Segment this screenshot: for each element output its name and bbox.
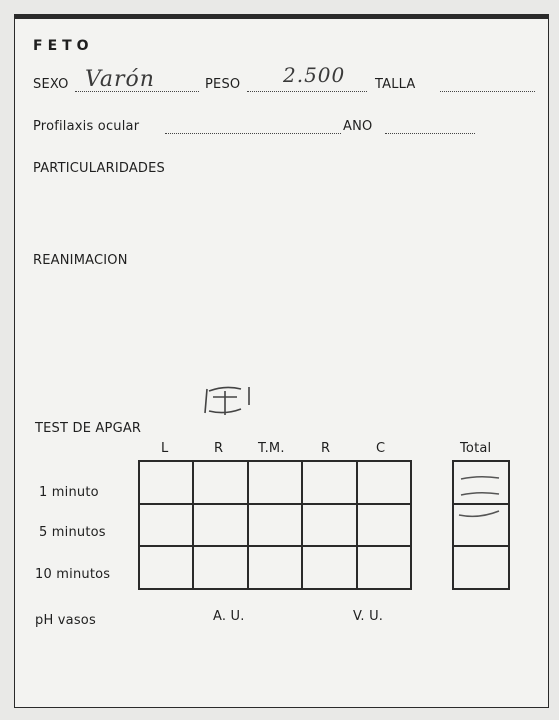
profilaxis-label: Profilaxis ocular: [33, 119, 140, 134]
peso-label: PESO: [205, 77, 241, 92]
apgar-row-10min: 10 minutos: [35, 567, 111, 582]
apgar-col-l: L: [161, 441, 169, 456]
apgar-col-r2: R: [321, 441, 331, 456]
ano-field-line: [385, 133, 475, 134]
reanimacion-label: REANIMACION: [33, 253, 128, 268]
peso-handwritten-value: 2.500: [283, 63, 346, 87]
ph-label: pH vasos: [35, 613, 96, 628]
apgar-col-r1: R: [214, 441, 224, 456]
apgar-col-c: C: [376, 441, 386, 456]
apgar-col-tm: T.M.: [258, 441, 285, 456]
talla-label: TALLA: [375, 77, 416, 92]
sexo-label: SEXO: [33, 77, 69, 92]
sexo-handwritten-value: Varón: [85, 67, 155, 92]
form-title: FETO: [33, 38, 94, 54]
ph-au-label: A. U.: [213, 609, 245, 624]
talla-field-line: [440, 91, 535, 92]
apgar-row-1min: 1 minuto: [39, 485, 99, 500]
particularidades-label: PARTICULARIDADES: [33, 161, 166, 176]
apgar-total-label: Total: [460, 441, 492, 456]
peso-field-line: [247, 91, 367, 92]
total-handwritten-marks: [455, 473, 507, 523]
handwritten-mark: [201, 383, 261, 419]
profilaxis-field-line: [165, 133, 341, 134]
ph-vu-label: V. U.: [353, 609, 384, 624]
form-sheet: [14, 14, 549, 708]
apgar-title: TEST DE APGAR: [35, 421, 142, 436]
apgar-row-5min: 5 minutos: [39, 525, 106, 540]
ano-label: ANO: [343, 119, 373, 134]
top-border: [15, 15, 548, 19]
